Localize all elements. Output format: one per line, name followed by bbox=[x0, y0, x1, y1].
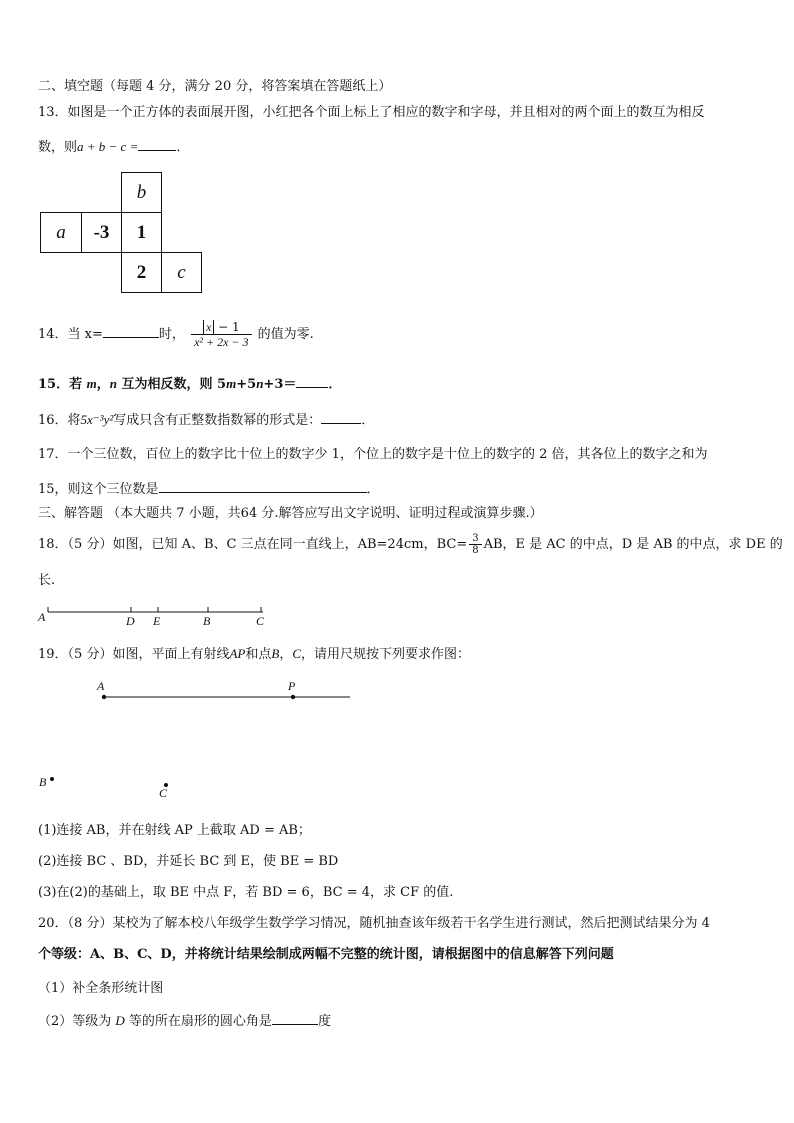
q19-item1: (1)连接 AB，并在射线 AP 上截取 AD = AB； bbox=[38, 823, 311, 838]
q14-numerator bbox=[191, 320, 251, 335]
q18-fraction bbox=[469, 533, 481, 556]
q19-ray: AP bbox=[229, 646, 246, 661]
q17-answer-blank bbox=[159, 479, 367, 493]
q18-segment-figure bbox=[30, 600, 280, 634]
q20-line2: 个等级：A、B、C、D，并将统计结果绘制成两幅不完整的统计图，请根据图中的信息解答下列问题 bbox=[38, 947, 614, 962]
label-p: P bbox=[288, 679, 296, 693]
q14-numerator-rest: − 1 bbox=[214, 320, 240, 334]
q17-line1: 17．一个三位数，百位上的数字比十位上的数字少 1，个位上的数字是十位上的数字的 2 倍，其各位上的数字之和为 bbox=[38, 447, 708, 462]
q13-prefix: 数，则 bbox=[38, 140, 78, 155]
q16-expression: 5x⁻³y² bbox=[80, 412, 114, 427]
q16-suffix: ． bbox=[361, 413, 375, 428]
q18-suffix: AB，E 是 AC 的中点，D 是 AB 的中点，求 DE 的 bbox=[483, 537, 783, 552]
q15-prefix: 15．若 bbox=[38, 377, 87, 392]
q14-fraction bbox=[191, 320, 251, 349]
q19-intro-text: 19．（5 分）如图，平面上有射线 bbox=[38, 647, 230, 662]
label-b: B bbox=[39, 775, 47, 789]
q15-answer-blank bbox=[296, 374, 328, 388]
cube-cell-top: b bbox=[121, 172, 162, 213]
q18-line1 bbox=[38, 530, 783, 560]
q20-sub1: （1）补全条形统计图 bbox=[38, 981, 164, 996]
label-c: C bbox=[159, 786, 168, 800]
q19-point-c: C bbox=[292, 646, 301, 661]
cube-cell-mid-left: -3 bbox=[81, 212, 122, 253]
q18-line2: 长. bbox=[38, 573, 56, 588]
q14-prefix: 14．当 x= bbox=[38, 327, 103, 342]
q17-line2 bbox=[38, 479, 380, 499]
q19-intro3: ，请用尺规按下列要求作图： bbox=[301, 647, 471, 662]
label-c: C bbox=[256, 614, 265, 628]
label-a: A bbox=[38, 610, 46, 624]
q15-line bbox=[38, 374, 341, 394]
q20-answer-blank bbox=[272, 1011, 318, 1025]
q20-line1: 20．（8 分）某校为了解本校八年级学生数学学习情况，随机抽查该年级若干名学生进行测试，然后把测试结果分为 4 bbox=[38, 916, 710, 931]
cube-cell-bottom-right: c bbox=[161, 252, 202, 293]
q20-sub2-suffix: 度 bbox=[317, 1014, 331, 1029]
q13-line1: 13．如图是一个正方体的表面展开图，小红把各个面上标上了相应的数字和字母，并且相对的两个面上的数互为相反 bbox=[38, 105, 705, 120]
label-b: B bbox=[203, 614, 211, 628]
section3-heading: 三、解答题 （本大题共 7 小题，共64 分.解答应写出文字说明、证明过程或演算步骤.） bbox=[38, 506, 543, 521]
point-p bbox=[291, 695, 295, 699]
q19-intro2: 和点 bbox=[245, 647, 272, 662]
point-b bbox=[50, 777, 54, 781]
q15-mid3: +3＝ bbox=[263, 377, 297, 392]
label-e: E bbox=[153, 614, 161, 628]
q20-sub2-prefix: （2）等级为 bbox=[38, 1014, 116, 1029]
q15-comma: ， bbox=[96, 377, 110, 392]
q18-frac-den: 8 bbox=[472, 545, 479, 556]
q20-sub2 bbox=[38, 1011, 331, 1031]
cube-cell-bottom: 2 bbox=[121, 252, 162, 293]
q18-frac-num: 3 bbox=[469, 533, 481, 545]
q14-abs-x: x bbox=[203, 320, 214, 334]
q14-suffix: 的值为零. bbox=[257, 327, 314, 342]
q20-var-d: D bbox=[115, 1013, 125, 1028]
q15-mid: 互为相反数，则 5 bbox=[117, 377, 227, 392]
q16-prefix: 16．将 bbox=[38, 413, 81, 428]
label-a: A bbox=[97, 679, 105, 693]
q16-answer-blank bbox=[321, 410, 361, 424]
q19-item2: (2)连接 BC 、BD，并延长 BC 到 E，使 BE = BD bbox=[38, 854, 339, 869]
q20-sub2-mid: 等的所在扇形的圆心角是 bbox=[124, 1014, 272, 1029]
q19-intro bbox=[38, 645, 470, 664]
q14-answer-blank bbox=[103, 324, 159, 338]
q15-mid2: +5 bbox=[236, 377, 257, 392]
q15-suffix: ． bbox=[328, 377, 342, 392]
q16-line bbox=[38, 410, 374, 430]
cube-cell-center: 1 bbox=[121, 212, 162, 253]
q15-var-n: n bbox=[109, 376, 117, 391]
q19-sep: ， bbox=[279, 647, 293, 662]
label-d: D bbox=[126, 614, 135, 628]
q19-point-b: B bbox=[271, 646, 280, 661]
q15-var-n-2: n bbox=[256, 376, 264, 391]
q13-expression: a + b − c = bbox=[77, 139, 139, 154]
q19-item3: (3)在(2)的基础上，取 BE 中点 F，若 BD = 6，BC = 4，求 CF 的值. bbox=[38, 885, 454, 900]
q17-suffix: ． bbox=[366, 482, 380, 497]
q18-prefix: 18．（5 分）如图，已知 A、B、C 三点在同一直线上，AB=24cm，BC= bbox=[38, 537, 468, 552]
section2-heading: 二、填空题（每题 4 分，满分 20 分，将答案填在答题纸上） bbox=[38, 79, 392, 94]
point-a bbox=[102, 695, 106, 699]
q13-answer-blank bbox=[138, 137, 176, 151]
q16-mid: 写成只含有正整数指数幂的形式是： bbox=[113, 413, 322, 428]
cube-cell-left: a bbox=[40, 212, 82, 253]
q13-line2 bbox=[38, 137, 189, 157]
q14-mid: 时， bbox=[158, 327, 185, 342]
q13-suffix: ． bbox=[176, 140, 190, 155]
q17-prefix: 15，则这个三位数是 bbox=[38, 482, 159, 497]
q15-var-m-2: m bbox=[226, 376, 237, 391]
q14-denominator: x² + 2x − 3 bbox=[194, 335, 249, 349]
q19-figure bbox=[30, 676, 370, 806]
q14-line bbox=[38, 320, 314, 350]
q15-var-m: m bbox=[86, 376, 97, 391]
